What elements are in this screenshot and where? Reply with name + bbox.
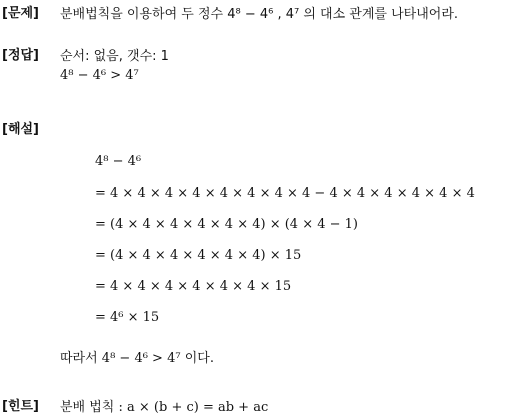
answer-label: [정답] bbox=[2, 48, 39, 63]
explanation-step-3: = (4 × 4 × 4 × 4 × 4 × 4) × (4 × 4 − 1) bbox=[95, 217, 359, 232]
explanation-step-1: 4⁸ − 4⁶ bbox=[95, 154, 142, 169]
problem-text-content: 분배법칙을 이용하여 두 정수 4⁸ − 4⁶ , 4⁷ 의 대소 관계를 나타내어라. bbox=[60, 7, 459, 22]
explanation-step-5: = 4 × 4 × 4 × 4 × 4 × 4 × 15 bbox=[95, 279, 292, 294]
hint-text: 분배 법칙 : a × (b + c) = ab + ac bbox=[60, 400, 269, 415]
hint-label: [힌트] bbox=[2, 399, 39, 414]
problem-text bbox=[60, 3, 458, 22]
answer-line1: 순서: 없음, 갯수: 1 bbox=[60, 49, 169, 64]
problem-label: [문제] bbox=[2, 6, 39, 21]
explanation-step-2: = 4 × 4 × 4 × 4 × 4 × 4 × 4 × 4 − 4 × 4 × 4 × 4 × 4 × 4 bbox=[95, 186, 475, 201]
explanation-label: [해설] bbox=[2, 122, 39, 137]
explanation-step-6: = 4⁶ × 15 bbox=[95, 310, 160, 325]
explanation-step-4: = (4 × 4 × 4 × 4 × 4 × 4) × 15 bbox=[95, 248, 302, 263]
explanation-conclusion: 따라서 4⁸ − 4⁶ > 4⁷ 이다. bbox=[60, 351, 214, 366]
answer-line2: 4⁸ − 4⁶ > 4⁷ bbox=[60, 68, 139, 83]
